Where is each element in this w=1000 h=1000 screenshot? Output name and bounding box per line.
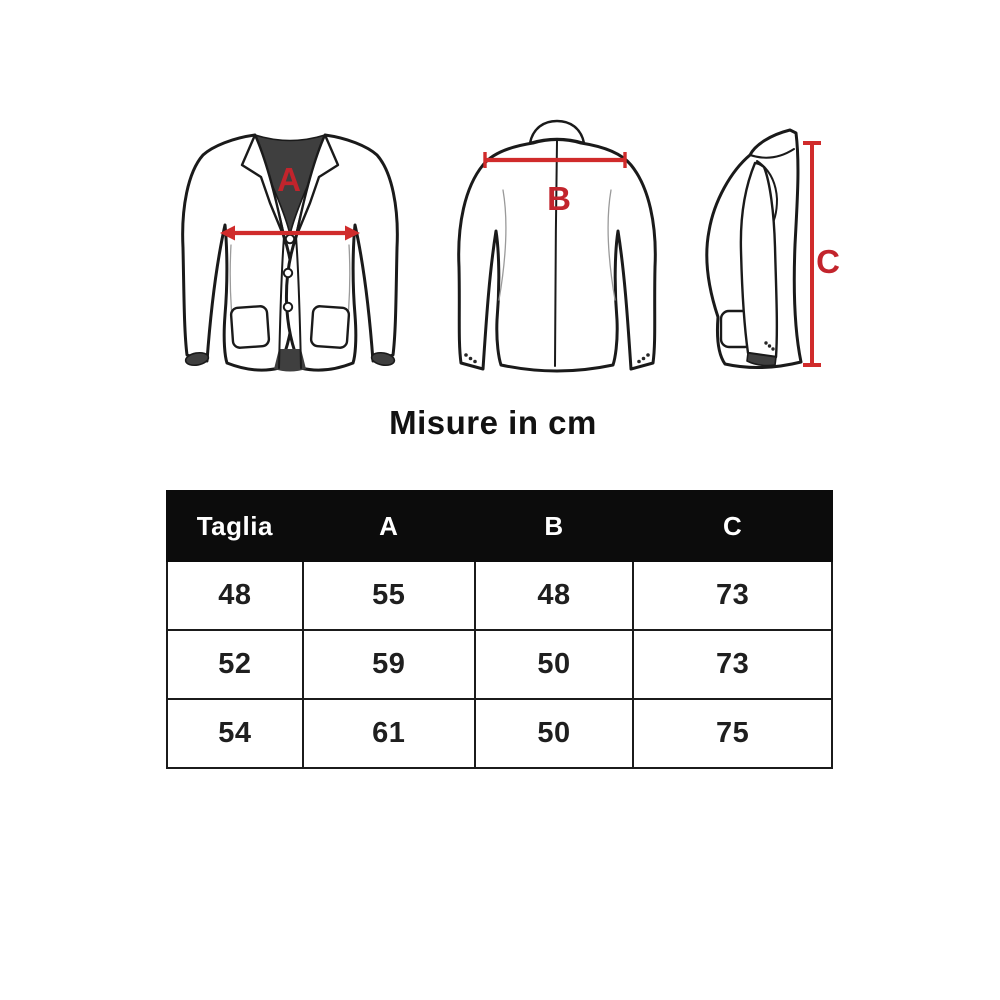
back-collar [530, 121, 584, 143]
table-cell: 54 [167, 699, 303, 768]
table-cell: 75 [633, 699, 832, 768]
size-table-body [167, 561, 832, 768]
measurement-label-c: C [816, 243, 840, 280]
button [284, 269, 292, 277]
column-header-c: C [633, 491, 832, 561]
button [286, 235, 294, 243]
table-row [167, 630, 832, 699]
size-table-header [167, 491, 832, 561]
jacket-back-diagram [445, 115, 670, 375]
jacket-front-diagram [175, 115, 405, 375]
table-cell: 55 [303, 561, 475, 630]
table-cell: 61 [303, 699, 475, 768]
table-cell: 52 [167, 630, 303, 699]
page-title: Misure in cm [389, 404, 597, 441]
measurement-label-a: A [277, 161, 301, 198]
column-header-a: A [303, 491, 475, 561]
size-table [166, 490, 833, 769]
table-cell: 50 [475, 630, 633, 699]
table-row [167, 699, 832, 768]
table-row [167, 561, 832, 630]
jacket-side-diagram [695, 115, 850, 375]
button [284, 303, 292, 311]
table-cell: 73 [633, 630, 832, 699]
pocket-right [311, 306, 350, 348]
table-cell: 48 [167, 561, 303, 630]
column-header-b: B [475, 491, 633, 561]
table-cell: 48 [475, 561, 633, 630]
table-cell: 59 [303, 630, 475, 699]
side-sleeve [741, 163, 777, 357]
table-cell: 50 [475, 699, 633, 768]
table-cell: 73 [633, 561, 832, 630]
measurement-label-b: B [547, 180, 571, 217]
header-row [167, 491, 832, 561]
column-header-taglia: Taglia [167, 491, 303, 561]
pocket-left [231, 306, 270, 348]
